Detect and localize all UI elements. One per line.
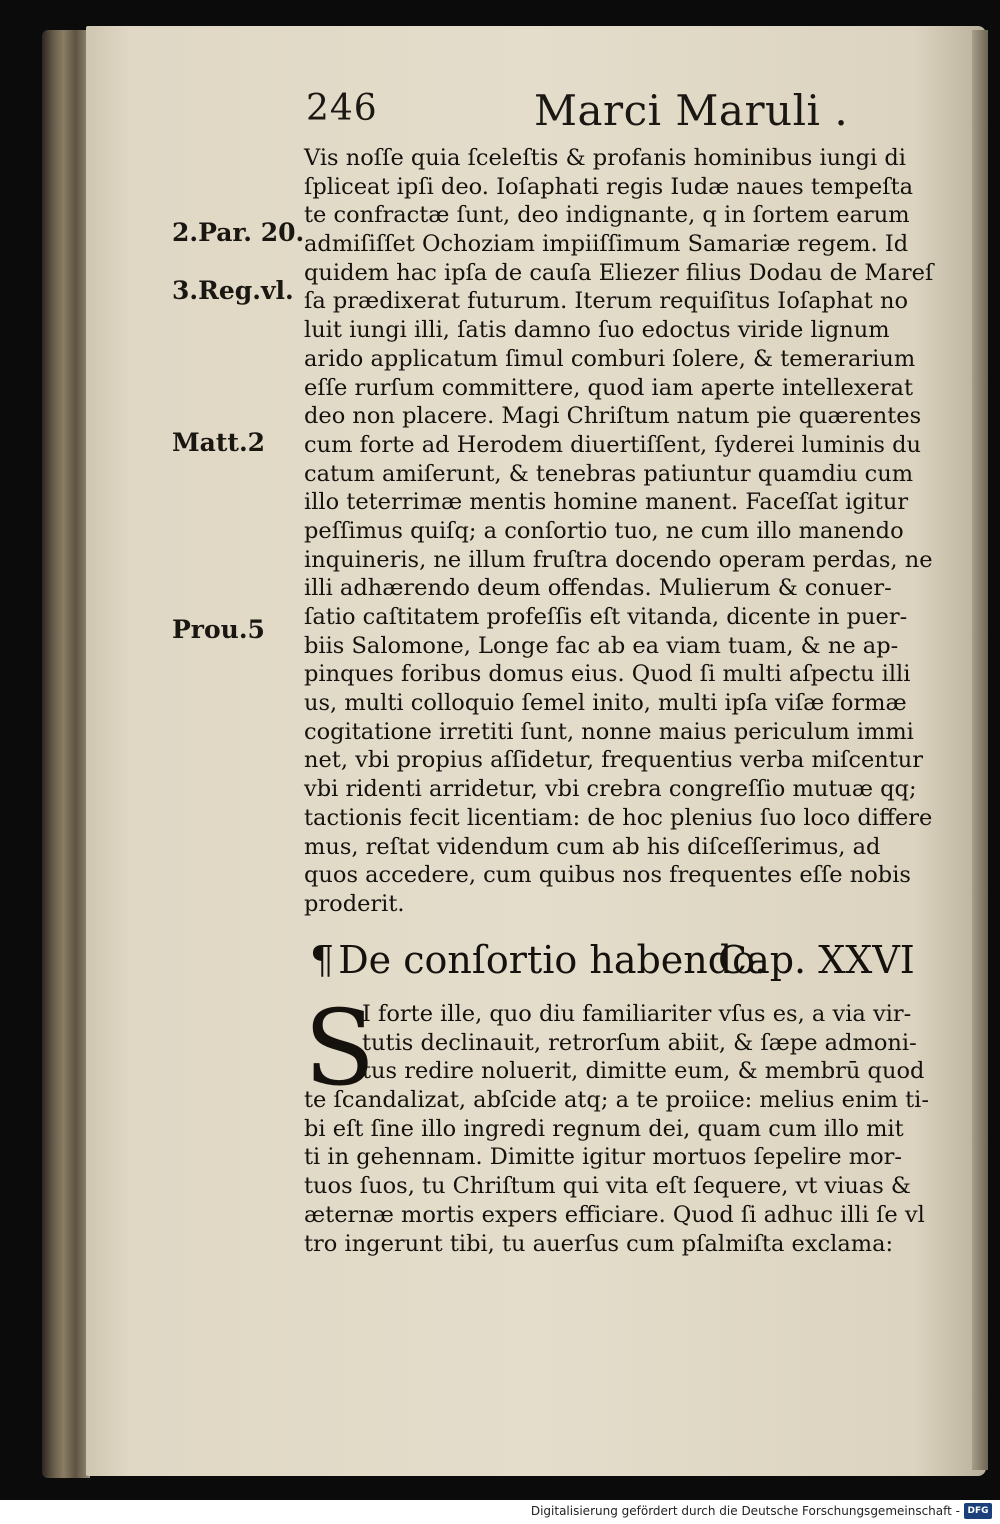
text-line: tuos ſuos, tu Chriſtum qui vita eſt ſequere, vt viuas & [304,1173,911,1200]
text-line: mus, reſtat videndum cum ab his diſceſſerimus, ad [304,833,881,860]
chapter-body-text [304,987,944,1258]
text-line: illi adhærendo deum offendas. Mulierum & conuer- [304,575,892,602]
funding-credit: Digitalisierung gefördert durch die Deutsche Forschungsgemeinschaft - [530,1504,960,1518]
text-line: tutis declinauit, retrorſum abiit, & ſæpe admoni- [362,1029,917,1056]
text-line: tus redire noluerit, dimitte eum, & membrū quod [362,1058,925,1085]
margin-note: Matt.2 [172,428,266,457]
text-line: us, multi colloquio ſemel inito, multi ipſa viſæ formæ [304,690,907,717]
chapter-heading [310,938,940,998]
text-line: net, vbi propius aſſidetur, frequentius verba miſcentur [304,747,924,774]
dfg-logo: DFG [964,1503,992,1519]
text-line: proderit. [304,890,405,917]
text-line: te ſcandalizat, abſcide atq; a te proiice: melius enim ti- [304,1087,929,1114]
body-text [304,144,948,919]
text-line: admiſiſſet Ochoziam impiiſſimum Samariæ regem. Id [304,231,909,258]
margin-note: 2.Par. 20. [172,218,305,247]
drop-cap: S [304,987,376,1109]
text-line: illo teterrimæ mentis homine manent. Faceſſat igitur [304,489,909,516]
page-header [300,86,950,140]
text-line: luit iungi illi, ſatis damno ſuo edoctus viride lignum [304,317,890,344]
book-edge-left [42,30,90,1478]
text-line: Vis noſſe quia ſceleſtis & profanis hominibus iungi di [304,145,906,171]
text-line: tactionis fecit licentiam: de hoc plenius ſuo loco differe [304,804,933,831]
folio-number: 246 [306,88,378,129]
margin-note: 3.Reg.vl. [172,276,294,305]
text-line: inquineris, ne illum fruſtra docendo operam perdas, ne [304,546,933,573]
text-line: ſa prædixerat futurum. Iterum requiſitus Ioſaphat no [304,288,909,315]
running-head: Marci Maruli . [534,86,849,135]
text-line: pinques foribus domus eius. Quod ſi multi aſpectu illi [304,661,911,688]
text-line: te confractæ ſunt, deo indignante, q in ſortem earum [304,202,910,229]
pilcrow-icon: ¶ [310,938,335,982]
chapter-number: Cap. XXVI [718,938,915,982]
text-line: eſſe rurſum committere, quod iam aperte intellexerat [304,374,913,401]
text-line: I forte ille, quo diu familiariter vſus es, a via vir- [362,1001,912,1027]
footer-bar [0,1500,1000,1524]
margin-note: Prou.5 [172,615,265,644]
text-line: arido applicatum ſimul comburi ſolere, & temerarium [304,345,916,372]
text-line: biis Salomone, Longe fac ab ea viam tuam, & ne ap- [304,632,899,659]
text-line: ſatio caſtitatem profeſſis eſt vitanda, dicente in puer- [304,604,908,630]
text-line: ti in gehennam. Dimitte igitur mortuos ſepelire mor- [304,1144,902,1171]
text-line: deo non placere. Magi Chriſtum natum pie quærentes [304,403,922,430]
text-line: ſpliceat ipſi deo. Ioſaphati regis Iudæ naues tempeſta [304,173,914,200]
text-line: quos accedere, cum quibus nos frequentes eſſe nobis [304,862,911,889]
page-gutter-shadow [972,30,988,1470]
text-line: catum amiſerunt, & tenebras patiuntur quamdiu cum [304,460,914,487]
text-line: vbi ridenti arridetur, vbi crebra congreſſio mutuæ qq; [304,776,917,803]
text-line: quidem hac ipſa de cauſa Eliezer filius Dodau de Mareſ [304,259,934,286]
text-line: peſſimus quiſq; a conſortio tuo, ne cum illo manendo [304,517,904,544]
text-line: æternæ mortis expers efficiare. Quod ſi adhuc illi ſe vl [304,1201,925,1228]
text-line: tro ingerunt tibi, tu auerſus cum pſalmiſta exclama: [304,1230,894,1257]
chapter-title: De conſortio habendo. [338,938,767,982]
text-line: cum forte ad Herodem diuertiſſent, ſyderei luminis du [304,431,922,458]
text-line: bi eſt ſine illo ingredi regnum dei, quam cum illo mit [304,1115,904,1142]
text-line: cogitatione irretiti ſunt, nonne maius periculum immi [304,718,914,745]
